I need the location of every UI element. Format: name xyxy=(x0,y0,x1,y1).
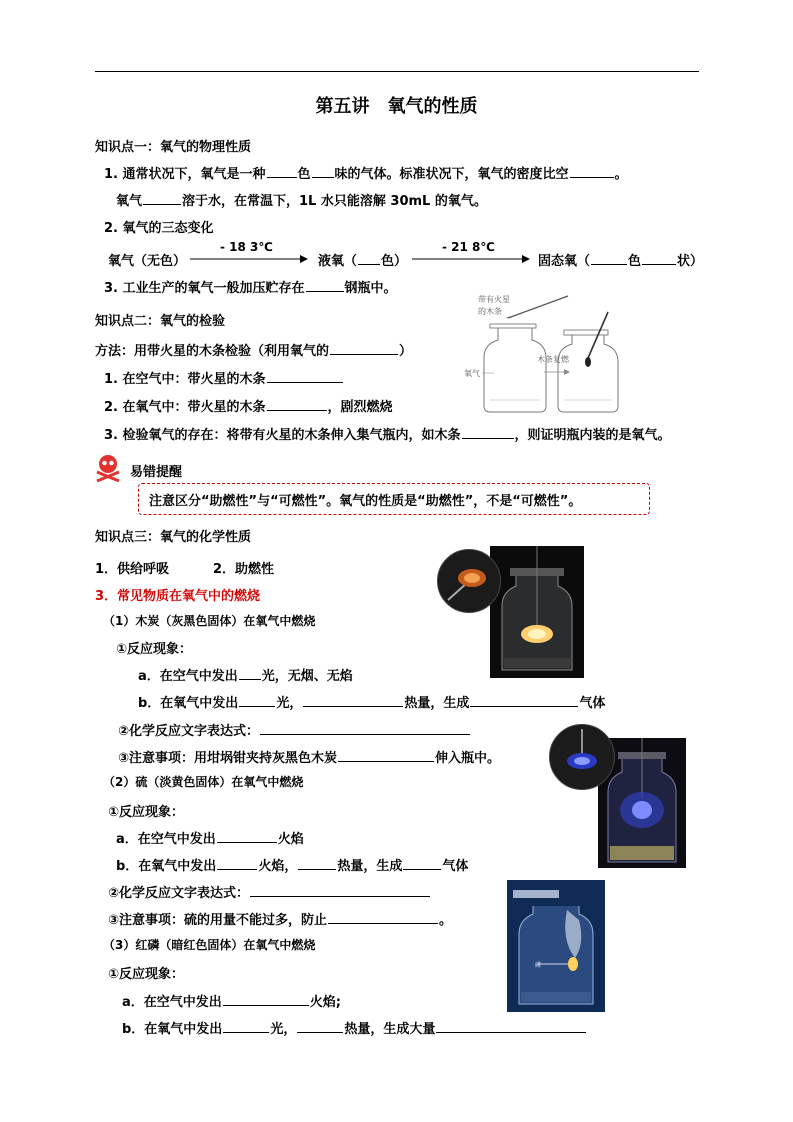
state-gas: 氧气（无色） xyxy=(108,254,187,269)
sulfur-oxygen: b．在氧气中发出 火焰， 热量，生成 气体 xyxy=(116,859,469,874)
k3-burning-heading: 3．常见物质在氧气中的燃烧 xyxy=(95,589,261,604)
k1-line-4: 3. 工业生产的氧气一般加压贮存在 钢瓶中。 xyxy=(104,281,397,296)
k3-item-1: 1．供给呼吸 xyxy=(95,562,170,577)
warning-label: 易错提醒 xyxy=(130,465,183,480)
k2-line-1: 1. 在空气中：带火星的木条 xyxy=(104,368,344,387)
carbon-equation: ②化学反应文字表达式： xyxy=(118,720,471,739)
section-1-heading: 知识点一：氧气的物理性质 xyxy=(95,140,252,155)
k2-line-3: 3. 检验氧气的存在：将带有火星的木条伸入集气瓶内，如木条 ，则证明瓶内装的是氧气。 xyxy=(104,428,671,443)
skull-icon xyxy=(95,454,121,482)
carbon-phenomena: ①反应现象： xyxy=(116,642,193,657)
k2-method: 方法：用带火星的木条检验（利用氧气的 ） xyxy=(95,344,413,359)
carbon-oxygen: b．在氧气中发出 光， 热量，生成 气体 xyxy=(138,696,606,711)
state-liquid: 液氧（ 色） xyxy=(318,254,408,269)
carbon-air: a．在空气中发出 光，无烟、无焰 xyxy=(138,669,353,684)
carbon-note: ③注意事项：用坩埚钳夹持灰黑色木炭 伸入瓶中。 xyxy=(118,751,501,766)
charcoal-inset-photo xyxy=(437,549,501,613)
carbon-heading: （1）木炭（灰黑色固体）在氧气中燃烧 xyxy=(103,614,316,628)
page-title: 第五讲 氧气的性质 xyxy=(315,96,478,117)
phosphorus-heading: （3）红磷（暗红色固体）在氧气中燃烧 xyxy=(103,938,316,952)
arrow-1: - 18 3℃ xyxy=(190,243,310,263)
section-3-heading: 知识点三：氧气的化学性质 xyxy=(95,530,252,545)
k1-line-3: 2. 氧气的三态变化 xyxy=(104,221,214,236)
arrow-2: - 21 8℃ xyxy=(412,243,532,263)
phosphorus-oxygen: b．在氧气中发出 光， 热量，生成大量 xyxy=(122,1018,587,1037)
phosphorus-combustion-photo: 磷 xyxy=(507,880,605,1012)
warning-text: 注意区分“助燃性”与“可燃性”。氧气的性质是“助燃性”，不是“可燃性”。 xyxy=(149,494,582,509)
sulfur-note: ③注意事项：硫的用量不能过多，防止 。 xyxy=(108,913,453,928)
k2-line-2: 2. 在氧气中：带火星的木条 ，剧烈燃烧 xyxy=(104,400,393,415)
sulfur-inset-photo xyxy=(549,724,615,790)
header-rule xyxy=(95,71,699,72)
sulfur-air: a．在空气中发出 火焰 xyxy=(116,832,304,847)
k1-line-2: 氧气 溶于水，在常温下，1L 水只能溶解 30mL 的氧气。 xyxy=(116,194,487,209)
sulfur-equation: ②化学反应文字表达式： xyxy=(108,882,431,901)
section-2-heading: 知识点二：氧气的检验 xyxy=(95,314,226,329)
sulfur-phenomena: ①反应现象： xyxy=(108,805,185,820)
sulfur-heading: （2）硫（淡黄色固体）在氧气中燃烧 xyxy=(103,775,304,789)
k1-line-1: 1. 通常状况下，氧气是一种 色 味的气体。标准状况下，氧气的密度比空 。 xyxy=(104,167,628,182)
phosphorus-phenomena: ①反应现象： xyxy=(108,967,185,982)
phosphorus-air: a．在空气中发出 火焰; xyxy=(122,995,341,1010)
k3-item-2: 2．助燃性 xyxy=(213,562,275,577)
warning-box xyxy=(138,483,650,515)
oxygen-test-figure: 带有火星 的木条 氧气 木条复燃 xyxy=(460,288,640,418)
state-solid: 固态氧（ 色 状） xyxy=(538,254,704,269)
charcoal-combustion-photo xyxy=(490,546,584,678)
